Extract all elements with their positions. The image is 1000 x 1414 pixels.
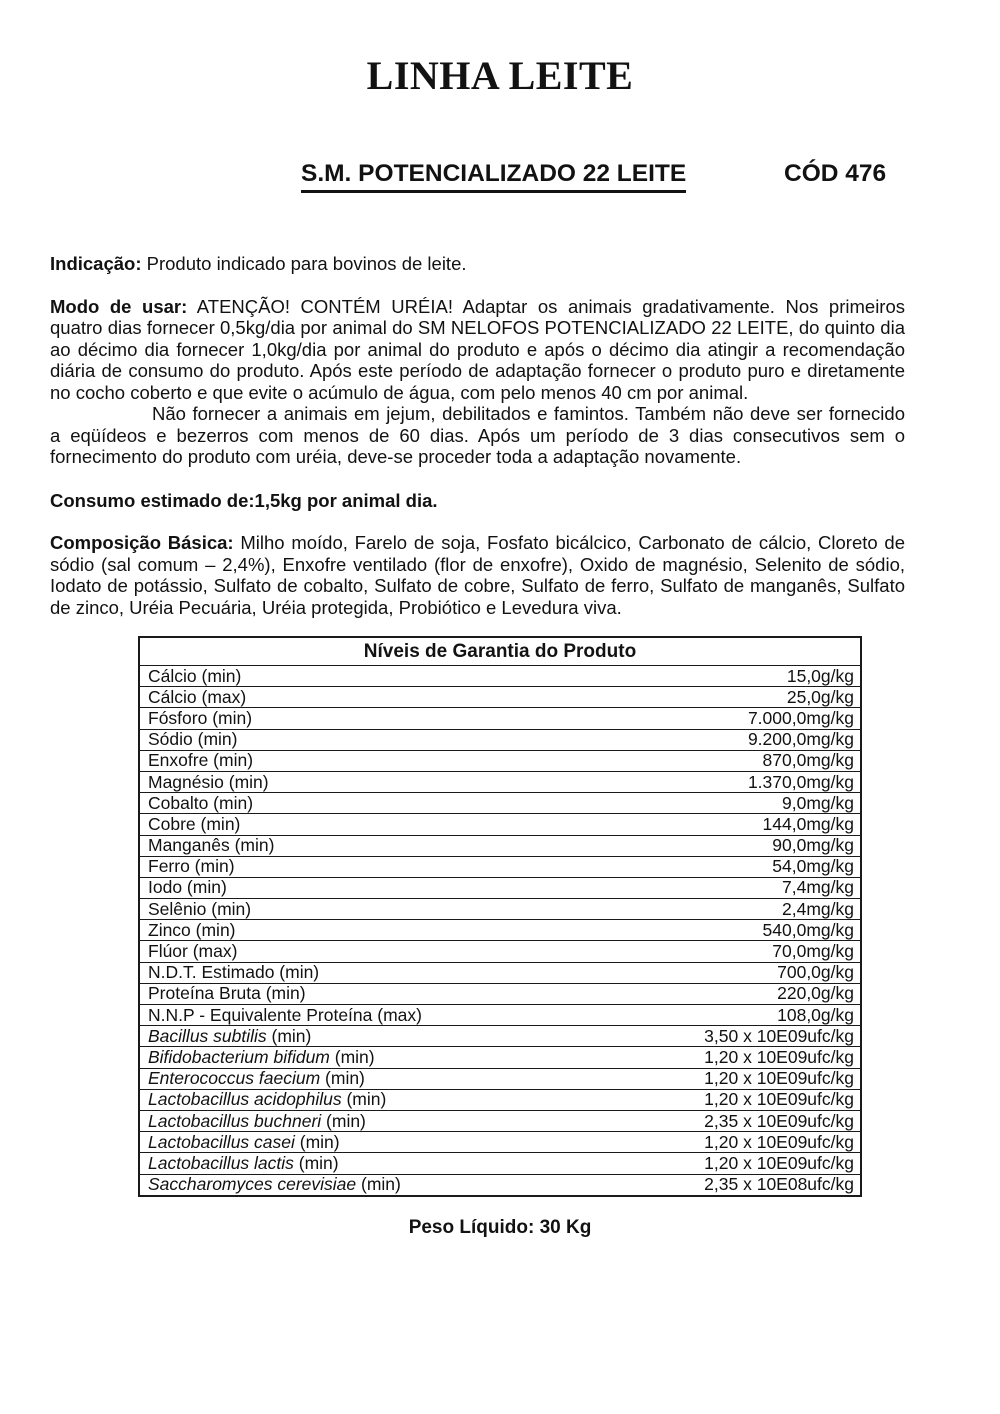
- text-line: [50, 425, 905, 447]
- row-value: 2,35 x 10E09ufc/kg: [704, 1110, 854, 1131]
- text-line: [50, 317, 905, 339]
- row-label: [148, 750, 253, 771]
- row-label-suffix: (min): [293, 1152, 339, 1173]
- row-label-text: Sódio (min): [148, 729, 238, 750]
- row-label: [148, 983, 306, 1004]
- line-text: Iodato de potássio, Sulfato de cobalto, Sulfato de cobre, Sulfato de ferro, Sulfato de manganês, Sulfato: [50, 575, 905, 596]
- line-text: Produto indicado para bovinos de leite.: [141, 253, 467, 274]
- table-row: [140, 877, 860, 898]
- row-label-text: Cálcio (min): [148, 665, 242, 686]
- row-label-text: Cobre (min): [148, 813, 241, 834]
- text-line: [50, 490, 905, 512]
- line-bold-lead: Composição Básica:: [50, 532, 234, 553]
- line-text: ATENÇÃO! CONTÉM URÉIA! Adaptar os animais gradativamente. Nos primeiros: [187, 295, 905, 317]
- row-label: [148, 729, 237, 750]
- row-label-text: Flúor (max): [148, 941, 238, 962]
- product-code: CÓD 476: [784, 160, 887, 187]
- table-row: [140, 835, 860, 856]
- text-line: [50, 554, 905, 576]
- row-label-suffix: (min): [321, 1110, 366, 1131]
- paragraph-indicacao: [50, 253, 905, 275]
- row-value: 2,35 x 10E08ufc/kg: [704, 1174, 854, 1195]
- line-text: ao décimo dia fornecer 1,0kg/dia por animal do produto e após o décimo dia atingir a recomendação: [50, 338, 905, 360]
- row-label: [148, 899, 251, 920]
- product-header: [0, 160, 1000, 196]
- row-label: [148, 687, 246, 708]
- row-label: [148, 1089, 386, 1110]
- row-label-text: Cobalto (min): [148, 792, 254, 813]
- row-species-name: Enterococcus faecium: [148, 1068, 321, 1089]
- row-species-name: Lactobacillus lactis: [148, 1152, 294, 1173]
- row-label: [148, 1026, 311, 1047]
- row-label-suffix: (min): [356, 1174, 401, 1195]
- text-line: [50, 403, 905, 425]
- table-row: [140, 707, 860, 728]
- row-value: 3,50 x 10E09ufc/kg: [704, 1025, 854, 1046]
- line-bold-lead: Consumo estimado de:1,5kg por animal dia.: [50, 489, 438, 511]
- row-species-name: Saccharomyces cerevisiae: [148, 1174, 357, 1195]
- table-row: [140, 729, 860, 750]
- paragraph-modo-de-usar: [50, 296, 905, 468]
- table-row: [140, 856, 860, 877]
- row-label-text: Proteína Bruta (min): [148, 983, 306, 1004]
- table-row: [140, 1004, 860, 1025]
- table-row: [140, 1025, 860, 1046]
- row-value: 2,4mg/kg: [782, 898, 854, 919]
- row-label-text: N.N.P - Equivalente Proteína (max): [148, 1004, 422, 1025]
- table-row: [140, 1110, 860, 1131]
- text-line: [50, 253, 905, 275]
- row-value: 1,20 x 10E09ufc/kg: [704, 1089, 854, 1110]
- row-label: [148, 1153, 339, 1174]
- text-line: [50, 446, 905, 468]
- row-label: [148, 1174, 401, 1195]
- table-row: [140, 919, 860, 940]
- row-value: 870,0mg/kg: [762, 750, 854, 771]
- line-text: diária de consumo do produto. Após este período de adaptação fornecer o produto puro e diretamente: [50, 360, 905, 381]
- row-label-text: Enxofre (min): [148, 750, 254, 771]
- row-label: [148, 1047, 375, 1068]
- text-line: [50, 532, 905, 554]
- row-value: 144,0mg/kg: [762, 813, 854, 834]
- table-body: [140, 665, 860, 1195]
- page-title: LINHA LEITE: [366, 53, 634, 98]
- table-row: [140, 1068, 860, 1089]
- guarantee-levels-table: [138, 636, 862, 1197]
- row-species-name: Bacillus subtilis: [148, 1025, 267, 1046]
- table-header: Níveis de Garantia do Produto: [363, 641, 637, 662]
- row-label-text: Manganês (min): [148, 835, 275, 856]
- row-label: [148, 1068, 365, 1089]
- row-species-name: Lactobacillus buchneri: [148, 1110, 322, 1131]
- row-label: [148, 835, 274, 856]
- paragraph-consumo-estimado: [50, 490, 905, 512]
- line-text: quatro dias fornecer 0,5kg/dia por animal do SM NELOFOS POTENCIALIZADO 22 LEITE, do quinto dia: [50, 317, 905, 338]
- table-row: [140, 771, 860, 792]
- row-value: 1,20 x 10E09ufc/kg: [704, 1152, 854, 1173]
- table-row: [140, 813, 860, 834]
- row-label-text: Iodo (min): [148, 877, 227, 898]
- row-label-text: Fósforo (min): [148, 707, 253, 728]
- row-species-name: Bifidobacterium bifidum: [148, 1046, 330, 1067]
- line-text: no cocho coberto e que evite o acúmulo de água, com pelo menos 40 cm por animal.: [50, 381, 749, 403]
- text-line: [50, 597, 905, 619]
- row-label-suffix: (min): [294, 1131, 340, 1152]
- table-row: [140, 940, 860, 961]
- table-row: [140, 665, 860, 686]
- row-label: [148, 793, 253, 814]
- row-value: 220,0g/kg: [777, 983, 854, 1004]
- table-row: [140, 750, 860, 771]
- table-row: [140, 1174, 860, 1195]
- row-label: [148, 877, 227, 898]
- row-label: [148, 941, 237, 962]
- row-label: [148, 1132, 340, 1153]
- row-label-suffix: (min): [266, 1025, 312, 1046]
- row-label: [148, 920, 236, 941]
- body-text: [50, 253, 905, 618]
- row-value: 1.370,0mg/kg: [747, 771, 854, 792]
- row-label: [148, 666, 241, 687]
- row-value: 1,20 x 10E09ufc/kg: [704, 1046, 854, 1067]
- row-label-text: Cálcio (max): [148, 686, 247, 707]
- table-row: [140, 983, 860, 1004]
- line-bold-lead: Indicação:: [50, 253, 142, 274]
- row-value: 70,0mg/kg: [772, 941, 854, 962]
- row-label: [148, 772, 269, 793]
- row-label-text: Zinco (min): [148, 919, 236, 940]
- row-value: 90,0mg/kg: [772, 835, 854, 856]
- row-label-text: Selênio (min): [148, 898, 252, 919]
- row-value: 54,0mg/kg: [772, 856, 854, 877]
- row-label: [148, 856, 235, 877]
- line-text: a eqüídeos e bezerros com menos de 60 dias. Após um período de 3 dias consecutivos sem o: [50, 424, 905, 446]
- row-label-suffix: (min): [329, 1046, 375, 1067]
- row-label: [148, 1111, 366, 1132]
- row-value: 700,0g/kg: [777, 962, 854, 983]
- text-line: [50, 382, 905, 404]
- table-row: [140, 1089, 860, 1110]
- row-label-suffix: (min): [341, 1089, 387, 1110]
- line-bold-lead: Modo de usar:: [50, 295, 188, 317]
- row-species-name: Lactobacillus acidophilus: [148, 1089, 342, 1110]
- row-species-name: Lactobacillus casei: [148, 1131, 295, 1152]
- text-line: [50, 360, 905, 382]
- net-weight: Peso Líquido: 30 Kg: [408, 1216, 592, 1238]
- table-row: [140, 962, 860, 983]
- row-label-text: Ferro (min): [148, 856, 235, 877]
- table-row: [140, 898, 860, 919]
- table-row: [140, 1046, 860, 1067]
- row-value: 7.000,0mg/kg: [747, 707, 854, 728]
- row-value: 9.200,0mg/kg: [747, 729, 854, 750]
- text-line: [50, 339, 905, 361]
- row-value: 1,20 x 10E09ufc/kg: [704, 1068, 854, 1089]
- row-value: 9,0mg/kg: [782, 792, 854, 813]
- line-text: fornecimento do produto com uréia, deve-se proceder toda a adaptação novamente.: [50, 446, 742, 467]
- paragraph-composicao-basica: [50, 532, 905, 618]
- table-row: [140, 1152, 860, 1173]
- line-text: Não fornecer a animais em jejum, debilitados e famintos. Também não deve ser fornecido: [152, 403, 905, 424]
- text-line: [50, 296, 905, 318]
- table-row: [140, 686, 860, 707]
- table-row: [140, 792, 860, 813]
- row-value: 108,0g/kg: [777, 1004, 854, 1025]
- product-name: S.M. POTENCIALIZADO 22 LEITE: [301, 160, 686, 193]
- text-line: [50, 575, 905, 597]
- row-label: [148, 962, 319, 983]
- row-value: 7,4mg/kg: [782, 877, 854, 898]
- row-value: 25,0g/kg: [786, 686, 854, 707]
- row-label: [148, 708, 252, 729]
- line-text: Milho moído, Farelo de soja, Fosfato bicálcico, Carbonato de cálcio, Cloreto de: [233, 532, 905, 553]
- row-label-suffix: (min): [320, 1068, 365, 1089]
- line-text: de zinco, Uréia Pecuária, Uréia protegida, Probiótico e Levedura viva.: [50, 596, 622, 618]
- line-text: sódio (sal comum – 2,4%), Enxofre ventilado (flor de enxofre), Oxido de magnésio, Selenito de sódio,: [50, 553, 905, 575]
- row-label: [148, 1005, 422, 1026]
- row-value: 15,0g/kg: [786, 665, 854, 686]
- table-row: [140, 1131, 860, 1152]
- row-label: [148, 814, 240, 835]
- row-value: 540,0mg/kg: [762, 919, 854, 940]
- row-label-text: Magnésio (min): [148, 771, 269, 792]
- row-label-text: N.D.T. Estimado (min): [148, 962, 320, 983]
- row-value: 1,20 x 10E09ufc/kg: [704, 1131, 854, 1152]
